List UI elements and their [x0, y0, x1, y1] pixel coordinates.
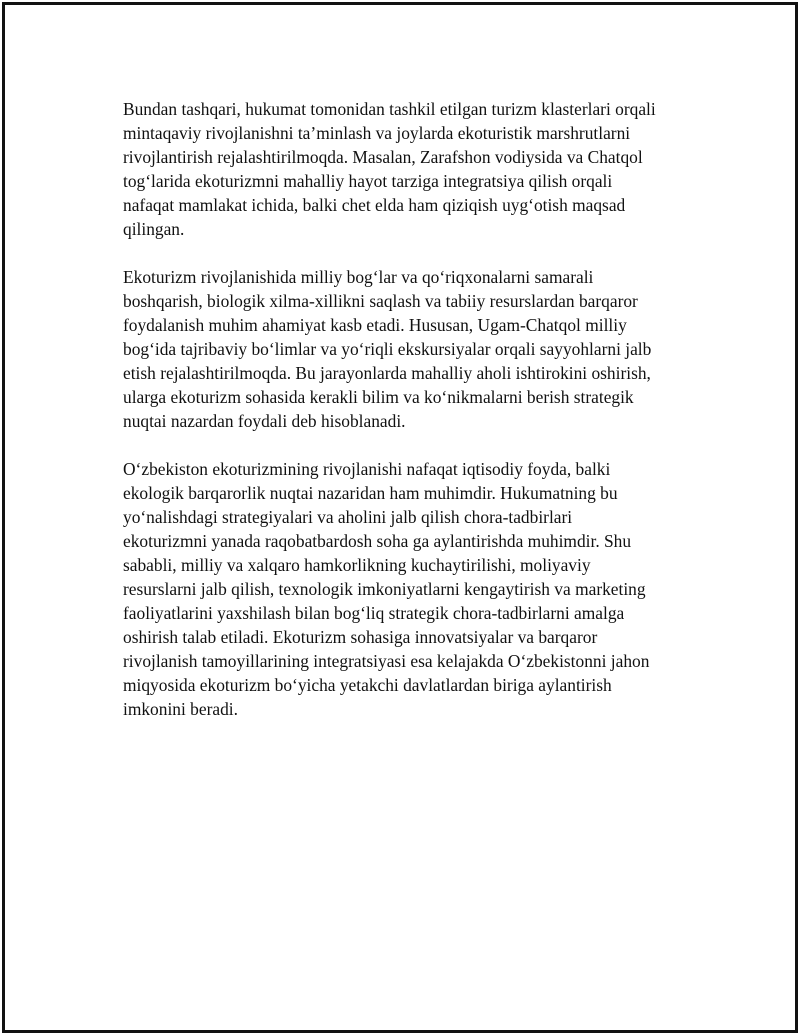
text-line: etish rejalashtirilmoqda. Bu jarayonlarda mahalliy aholi ishtirokini oshirish, — [123, 363, 651, 383]
text-line: Bundan tashqari, hukumat tomonidan tashkil etilgan turizm klasterlari orqali — [123, 99, 656, 119]
text-line: rivojlantirish rejalashtirilmoqda. Masalan, Zarafshon vodiysida va Chatqol — [123, 147, 643, 167]
page-frame — [2, 2, 798, 1033]
paragraph — [123, 265, 743, 433]
paragraph — [123, 97, 743, 241]
text-line: rivojlanish tamoyillarining integratsiyasi esa kelajakda O‘zbekistonni jahon — [123, 651, 650, 671]
text-line: bog‘ida tajribaviy bo‘limlar va yo‘riqli ekskursiyalar orqali sayyohlarni jalb — [123, 339, 652, 359]
text-line: ekoturizmni yanada raqobatbardosh soha ga aylantirishda muhimdir. Shu — [123, 531, 632, 551]
document-body — [123, 97, 743, 745]
text-line: resurslarni jalb qilish, texnologik imkoniyatlarni kengaytirish va marketing — [123, 579, 646, 599]
text-line: O‘zbekiston ekoturizmining rivojlanishi nafaqat iqtisodiy foyda, balki — [123, 459, 611, 479]
paragraph — [123, 457, 743, 721]
text-line: boshqarish, biologik xilma-xillikni saqlash va tabiiy resurslardan barqaror — [123, 291, 638, 311]
text-line: tog‘larida ekoturizmni mahalliy hayot tarziga integratsiya qilish orqali — [123, 171, 613, 191]
text-line: nafaqat mamlakat ichida, balki chet elda ham qiziqish uyg‘otish maqsad — [123, 195, 626, 215]
text-line: sababli, milliy va xalqaro hamkorlikning kuchaytirilishi, moliyaviy — [123, 555, 591, 575]
text-line: nuqtai nazardan foydali deb hisoblanadi. — [123, 411, 406, 431]
text-line: ularga ekoturizm sohasida kerakli bilim va ko‘nikmalarni berish strategik — [123, 387, 634, 407]
text-line: qilingan. — [123, 219, 185, 239]
text-line: mintaqaviy rivojlanishni ta’minlash va joylarda ekoturistik marshrutlarni — [123, 123, 631, 143]
text-line: oshirish talab etiladi. Ekoturizm sohasiga innovatsiyalar va barqaror — [123, 627, 598, 647]
text-line: miqyosida ekoturizm bo‘yicha yetakchi davlatlardan biriga aylantirish — [123, 675, 612, 695]
text-line: imkonini beradi. — [123, 699, 238, 719]
text-line: Ekoturizm rivojlanishida milliy bog‘lar va qo‘riqxonalarni samarali — [123, 267, 594, 287]
text-line: foydalanish muhim ahamiyat kasb etadi. Hususan, Ugam-Chatqol milliy — [123, 315, 627, 335]
text-line: ekologik barqarorlik nuqtai nazaridan ham muhimdir. Hukumatning bu — [123, 483, 618, 503]
text-line: faoliyatlarini yaxshilash bilan bog‘liq strategik chora-tadbirlarni amalga — [123, 603, 625, 623]
text-line: yo‘nalishdagi strategiyalari va aholini jalb qilish chora-tadbirlari — [123, 507, 573, 527]
